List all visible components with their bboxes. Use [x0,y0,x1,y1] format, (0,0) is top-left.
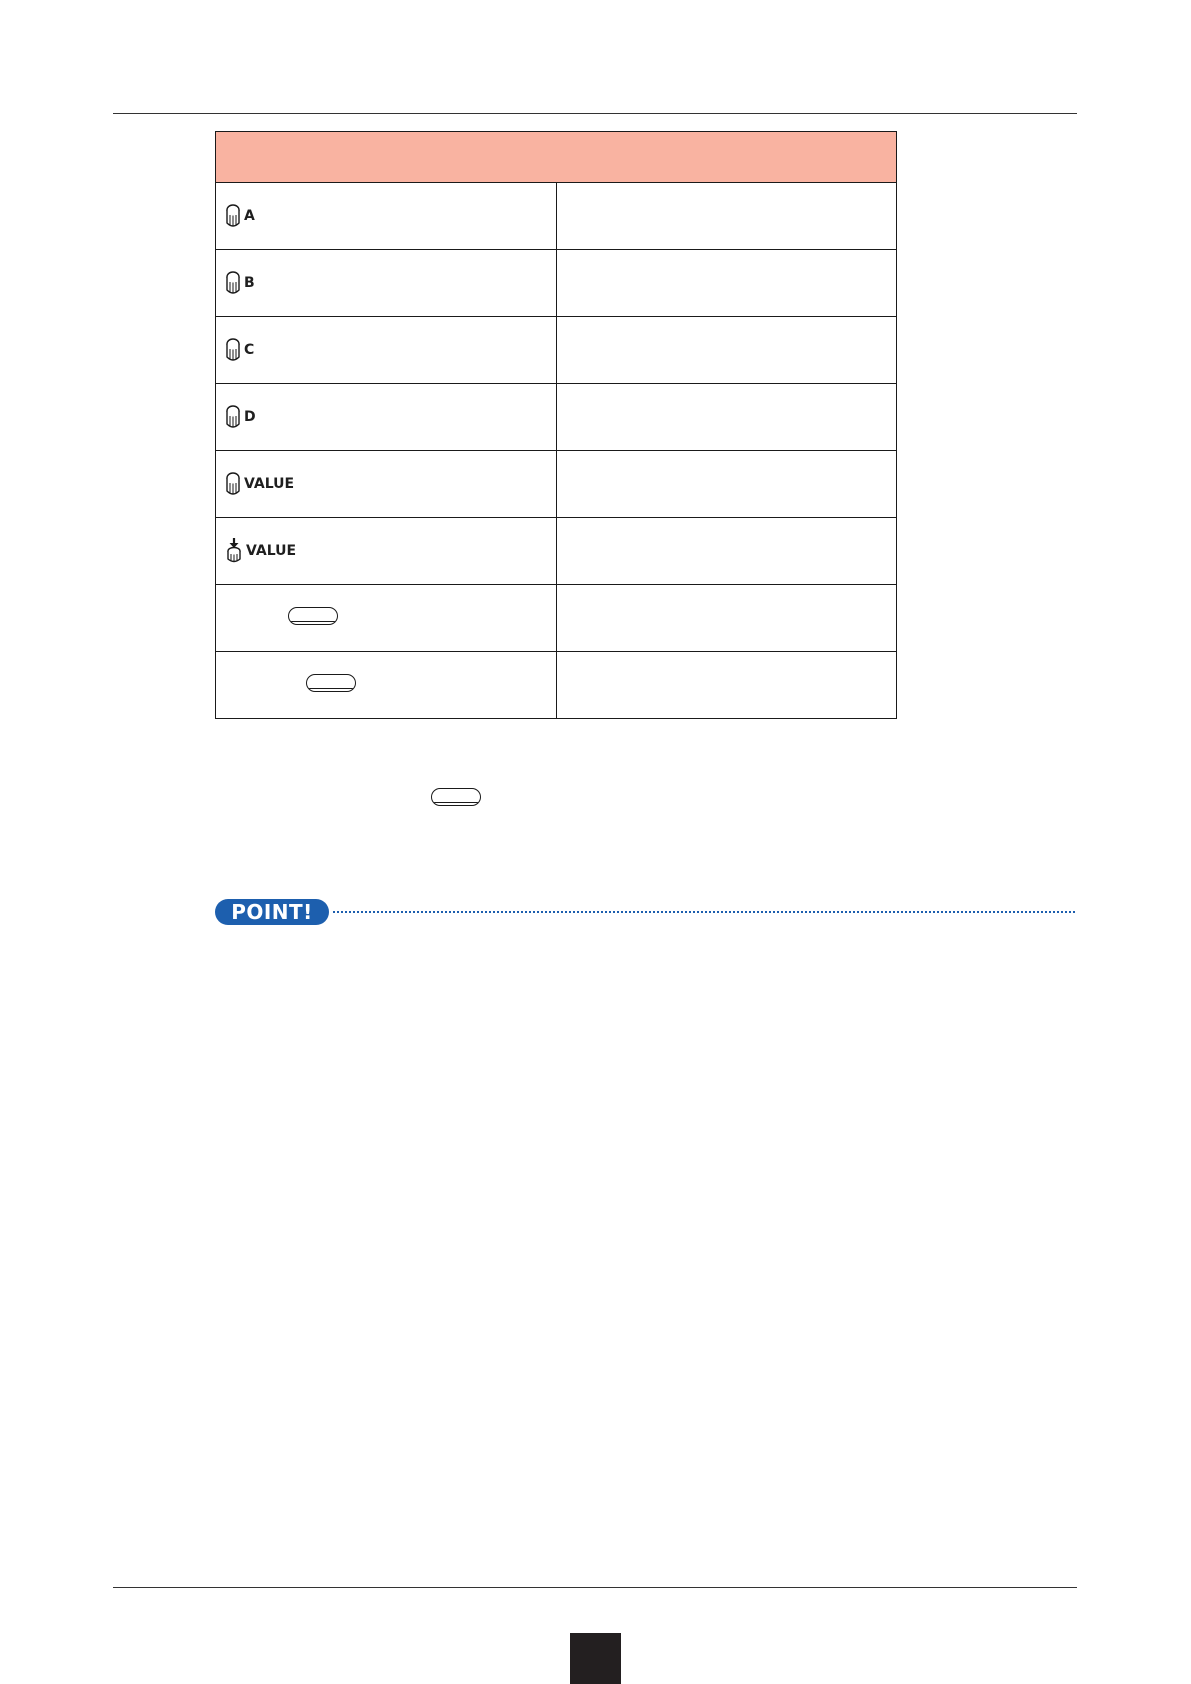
point-callout [215,899,1075,927]
control-cell [216,585,557,652]
control-cell [216,317,557,384]
knob-label: A [244,208,255,224]
knob-icon [226,271,240,295]
knob-label: C [244,342,255,358]
table-row [216,384,897,451]
knob-icon [226,472,240,496]
table-row [216,317,897,384]
control-cell [216,451,557,518]
knob-icon [226,204,240,228]
description-cell [556,183,897,250]
table-header-row [216,132,897,183]
control-cell [216,518,557,585]
dotted-divider [333,911,1075,913]
description-cell [556,317,897,384]
description-cell [556,451,897,518]
button-icon [288,607,338,625]
knob-label: D [244,409,256,425]
control-cell [216,384,557,451]
control-table [215,131,897,719]
table-row [216,451,897,518]
table-row [216,518,897,585]
footer-rule [113,1587,1077,1588]
table-header-cell [216,132,897,183]
description-cell [556,585,897,652]
table-row [216,250,897,317]
table-row [216,183,897,250]
description-cell [556,384,897,451]
knob-label: VALUE [246,543,297,559]
knob-label: B [244,275,255,291]
control-cell [216,652,557,719]
knob-label: VALUE [244,476,295,492]
point-badge: POINT! [215,899,329,925]
table-row [216,585,897,652]
button-icon [306,674,356,692]
control-cell [216,250,557,317]
knob-push-icon [226,538,242,564]
control-cell [216,183,557,250]
description-cell [556,652,897,719]
knob-icon [226,338,240,362]
header-rule [113,113,1077,114]
description-cell [556,518,897,585]
table-row [216,652,897,719]
description-cell [556,250,897,317]
page-number-tab [570,1633,621,1684]
knob-icon [226,405,240,429]
inline-button-icon [431,788,481,806]
